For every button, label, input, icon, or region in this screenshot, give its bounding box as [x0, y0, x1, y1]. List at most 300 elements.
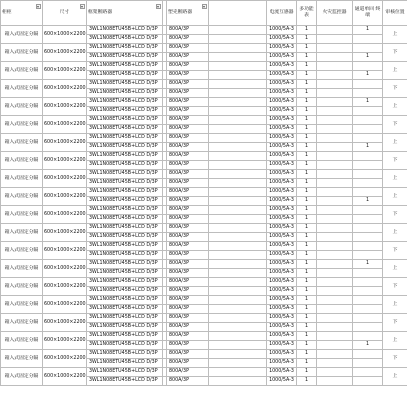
cabinet-type-cell[interactable]: 箱入式固定分隔: [1, 206, 43, 224]
position-cell[interactable]: 上: [383, 98, 407, 116]
mccb-cell[interactable]: 800A/3P: [167, 80, 209, 89]
fire-monitor-cell[interactable]: [317, 71, 353, 80]
fire-monitor-cell[interactable]: [317, 251, 353, 260]
size-cell[interactable]: 600×1000×2200: [43, 44, 87, 62]
meter-cell[interactable]: 1: [297, 233, 317, 242]
fire-monitor-cell[interactable]: [317, 359, 353, 368]
cabinet-type-cell[interactable]: 箱入式固定分隔: [1, 80, 43, 98]
meter-cell[interactable]: 1: [297, 134, 317, 143]
blank-cell[interactable]: [209, 350, 267, 359]
size-cell[interactable]: 600×1000×2200: [43, 260, 87, 278]
mccb-cell[interactable]: 800A/3P: [167, 53, 209, 62]
position-cell[interactable]: 下: [383, 116, 407, 134]
mccb-cell[interactable]: 800A/3P: [167, 296, 209, 305]
size-cell[interactable]: 600×1000×2200: [43, 242, 87, 260]
ct-cell[interactable]: 1000/5A-3: [267, 296, 297, 305]
fire-monitor-cell[interactable]: [317, 125, 353, 134]
breaker-cell[interactable]: 3WL1N08ETU45B+LCD D/3P: [87, 341, 163, 350]
meter-cell[interactable]: 1: [297, 161, 317, 170]
fire-monitor-cell[interactable]: [317, 89, 353, 98]
breaker-cell[interactable]: 3WL1N08ETU45B+LCD D/3P: [87, 287, 163, 296]
mccb-cell[interactable]: 800A/3P: [167, 314, 209, 323]
blank-cell[interactable]: [209, 251, 267, 260]
mccb-cell[interactable]: 800A/3P: [167, 323, 209, 332]
breaker-cell[interactable]: 3WL1N08ETU45B+LCD D/3P: [87, 350, 163, 359]
blank-cell[interactable]: [209, 206, 267, 215]
cabinet-type-cell[interactable]: 箱入式固定分隔: [1, 26, 43, 44]
position-cell[interactable]: 上: [383, 260, 407, 278]
blank-cell[interactable]: [209, 296, 267, 305]
terminal-cell[interactable]: [353, 161, 383, 170]
size-cell[interactable]: 600×1000×2200: [43, 332, 87, 350]
fire-monitor-cell[interactable]: [317, 368, 353, 377]
terminal-cell[interactable]: [353, 206, 383, 215]
ct-cell[interactable]: 1000/5A-3: [267, 107, 297, 116]
blank-cell[interactable]: [209, 359, 267, 368]
fire-monitor-cell[interactable]: [317, 170, 353, 179]
mccb-cell[interactable]: 800A/3P: [167, 341, 209, 350]
blank-cell[interactable]: [209, 152, 267, 161]
cabinet-type-cell[interactable]: 箱入式固定分隔: [1, 350, 43, 368]
filter-dropdown-icon[interactable]: [156, 4, 161, 9]
breaker-cell[interactable]: 3WL1N08ETU45B+LCD D/3P: [87, 296, 163, 305]
ct-cell[interactable]: 1000/5A-3: [267, 143, 297, 152]
terminal-cell[interactable]: [353, 80, 383, 89]
ct-cell[interactable]: 1000/5A-3: [267, 53, 297, 62]
position-cell[interactable]: 上: [383, 368, 407, 386]
fire-monitor-cell[interactable]: [317, 35, 353, 44]
blank-cell[interactable]: [209, 341, 267, 350]
meter-cell[interactable]: 1: [297, 287, 317, 296]
size-cell[interactable]: 600×1000×2200: [43, 350, 87, 368]
breaker-cell[interactable]: 3WL1N08ETU45B+LCD D/3P: [87, 251, 163, 260]
terminal-cell[interactable]: [353, 278, 383, 287]
breaker-cell[interactable]: 3WL1N08ETU45B+LCD D/3P: [87, 71, 163, 80]
mccb-cell[interactable]: 800A/3P: [167, 233, 209, 242]
mccb-cell[interactable]: 800A/3P: [167, 377, 209, 386]
cabinet-type-cell[interactable]: 箱入式固定分隔: [1, 224, 43, 242]
fire-monitor-cell[interactable]: [317, 152, 353, 161]
breaker-cell[interactable]: 3WL1N08ETU45B+LCD D/3P: [87, 188, 163, 197]
terminal-cell[interactable]: [353, 170, 383, 179]
meter-cell[interactable]: 1: [297, 314, 317, 323]
terminal-cell[interactable]: 1: [353, 260, 383, 269]
breaker-cell[interactable]: 3WL1N08ETU45B+LCD D/3P: [87, 179, 163, 188]
meter-cell[interactable]: 1: [297, 242, 317, 251]
blank-cell[interactable]: [209, 188, 267, 197]
ct-cell[interactable]: 1000/5A-3: [267, 224, 297, 233]
fire-monitor-cell[interactable]: [317, 287, 353, 296]
mccb-cell[interactable]: 800A/3P: [167, 71, 209, 80]
fire-monitor-cell[interactable]: [317, 332, 353, 341]
position-cell[interactable]: 下: [383, 44, 407, 62]
terminal-cell[interactable]: [353, 89, 383, 98]
terminal-cell[interactable]: [353, 359, 383, 368]
terminal-cell[interactable]: [353, 368, 383, 377]
ct-cell[interactable]: 1000/5A-3: [267, 71, 297, 80]
meter-cell[interactable]: 1: [297, 215, 317, 224]
blank-cell[interactable]: [209, 314, 267, 323]
ct-cell[interactable]: 1000/5A-3: [267, 377, 297, 386]
meter-cell[interactable]: 1: [297, 53, 317, 62]
terminal-cell[interactable]: 1: [353, 98, 383, 107]
position-cell[interactable]: 上: [383, 188, 407, 206]
cabinet-type-cell[interactable]: 箱入式固定分隔: [1, 242, 43, 260]
breaker-cell[interactable]: 3WL1N08ETU45B+LCD D/3P: [87, 107, 163, 116]
position-cell[interactable]: 下: [383, 242, 407, 260]
blank-cell[interactable]: [209, 62, 267, 71]
size-cell[interactable]: 600×1000×2200: [43, 134, 87, 152]
size-cell[interactable]: 600×1000×2200: [43, 26, 87, 44]
filter-dropdown-icon[interactable]: [80, 4, 85, 9]
blank-cell[interactable]: [209, 161, 267, 170]
meter-cell[interactable]: 1: [297, 170, 317, 179]
breaker-cell[interactable]: 3WL1N08ETU45B+LCD D/3P: [87, 53, 163, 62]
fire-monitor-cell[interactable]: [317, 269, 353, 278]
fire-monitor-cell[interactable]: [317, 350, 353, 359]
breaker-cell[interactable]: 3WL1N08ETU45B+LCD D/3P: [87, 278, 163, 287]
mccb-cell[interactable]: 800A/3P: [167, 44, 209, 53]
blank-cell[interactable]: [209, 260, 267, 269]
filter-dropdown-icon[interactable]: [202, 4, 207, 9]
position-cell[interactable]: 上: [383, 296, 407, 314]
terminal-cell[interactable]: [353, 188, 383, 197]
terminal-cell[interactable]: [353, 305, 383, 314]
breaker-cell[interactable]: 3WL1N08ETU45B+LCD D/3P: [87, 98, 163, 107]
ct-cell[interactable]: 1000/5A-3: [267, 89, 297, 98]
meter-cell[interactable]: 1: [297, 269, 317, 278]
size-cell[interactable]: 600×1000×2200: [43, 80, 87, 98]
mccb-cell[interactable]: 800A/3P: [167, 134, 209, 143]
position-cell[interactable]: 上: [383, 224, 407, 242]
terminal-cell[interactable]: [353, 296, 383, 305]
cabinet-type-cell[interactable]: 箱入式固定分隔: [1, 332, 43, 350]
mccb-cell[interactable]: 800A/3P: [167, 161, 209, 170]
mccb-cell[interactable]: 800A/3P: [167, 125, 209, 134]
ct-cell[interactable]: 1000/5A-3: [267, 44, 297, 53]
size-cell[interactable]: 600×1000×2200: [43, 224, 87, 242]
blank-cell[interactable]: [209, 116, 267, 125]
blank-cell[interactable]: [209, 269, 267, 278]
breaker-cell[interactable]: 3WL1N08ETU45B+LCD D/3P: [87, 170, 163, 179]
breaker-cell[interactable]: 3WL1N08ETU45B+LCD D/3P: [87, 44, 163, 53]
breaker-cell[interactable]: 3WL1N08ETU45B+LCD D/3P: [87, 224, 163, 233]
cabinet-type-cell[interactable]: 箱入式固定分隔: [1, 152, 43, 170]
size-cell[interactable]: 600×1000×2200: [43, 170, 87, 188]
meter-cell[interactable]: 1: [297, 143, 317, 152]
breaker-cell[interactable]: 3WL1N08ETU45B+LCD D/3P: [87, 332, 163, 341]
ct-cell[interactable]: 1000/5A-3: [267, 98, 297, 107]
blank-cell[interactable]: [209, 323, 267, 332]
terminal-cell[interactable]: [353, 215, 383, 224]
breaker-cell[interactable]: 3WL1N08ETU45B+LCD D/3P: [87, 80, 163, 89]
breaker-cell[interactable]: 3WL1N08ETU45B+LCD D/3P: [87, 323, 163, 332]
meter-cell[interactable]: 1: [297, 125, 317, 134]
ct-cell[interactable]: 1000/5A-3: [267, 62, 297, 71]
fire-monitor-cell[interactable]: [317, 197, 353, 206]
breaker-cell[interactable]: 3WL1N08ETU45B+LCD D/3P: [87, 26, 163, 35]
fire-monitor-cell[interactable]: [317, 341, 353, 350]
fire-monitor-cell[interactable]: [317, 314, 353, 323]
meter-cell[interactable]: 1: [297, 368, 317, 377]
mccb-cell[interactable]: 800A/3P: [167, 224, 209, 233]
mccb-cell[interactable]: 800A/3P: [167, 269, 209, 278]
mccb-cell[interactable]: 800A/3P: [167, 98, 209, 107]
blank-cell[interactable]: [209, 233, 267, 242]
position-cell[interactable]: 上: [383, 62, 407, 80]
meter-cell[interactable]: 1: [297, 341, 317, 350]
ct-cell[interactable]: 1000/5A-3: [267, 314, 297, 323]
ct-cell[interactable]: 1000/5A-3: [267, 323, 297, 332]
meter-cell[interactable]: 1: [297, 350, 317, 359]
fire-monitor-cell[interactable]: [317, 242, 353, 251]
meter-cell[interactable]: 1: [297, 71, 317, 80]
ct-cell[interactable]: 1000/5A-3: [267, 35, 297, 44]
ct-cell[interactable]: 1000/5A-3: [267, 170, 297, 179]
cabinet-type-cell[interactable]: 箱入式固定分隔: [1, 170, 43, 188]
mccb-cell[interactable]: 800A/3P: [167, 170, 209, 179]
mccb-cell[interactable]: 800A/3P: [167, 143, 209, 152]
ct-cell[interactable]: 1000/5A-3: [267, 368, 297, 377]
mccb-cell[interactable]: 800A/3P: [167, 350, 209, 359]
mccb-cell[interactable]: 800A/3P: [167, 107, 209, 116]
mccb-cell[interactable]: 800A/3P: [167, 368, 209, 377]
cabinet-type-cell[interactable]: 箱入式固定分隔: [1, 260, 43, 278]
blank-cell[interactable]: [209, 143, 267, 152]
fire-monitor-cell[interactable]: [317, 143, 353, 152]
terminal-cell[interactable]: 1: [353, 71, 383, 80]
fire-monitor-cell[interactable]: [317, 116, 353, 125]
meter-cell[interactable]: 1: [297, 89, 317, 98]
blank-cell[interactable]: [209, 332, 267, 341]
breaker-cell[interactable]: 3WL1N08ETU45B+LCD D/3P: [87, 89, 163, 98]
meter-cell[interactable]: 1: [297, 332, 317, 341]
mccb-cell[interactable]: 800A/3P: [167, 260, 209, 269]
blank-cell[interactable]: [209, 305, 267, 314]
blank-cell[interactable]: [209, 170, 267, 179]
ct-cell[interactable]: 1000/5A-3: [267, 287, 297, 296]
cabinet-type-cell[interactable]: 箱入式固定分隔: [1, 278, 43, 296]
size-cell[interactable]: 600×1000×2200: [43, 296, 87, 314]
mccb-cell[interactable]: 800A/3P: [167, 35, 209, 44]
breaker-cell[interactable]: 3WL1N08ETU45B+LCD D/3P: [87, 377, 163, 386]
size-cell[interactable]: 600×1000×2200: [43, 278, 87, 296]
ct-cell[interactable]: 1000/5A-3: [267, 359, 297, 368]
breaker-cell[interactable]: 3WL1N08ETU45B+LCD D/3P: [87, 215, 163, 224]
blank-cell[interactable]: [209, 377, 267, 386]
terminal-cell[interactable]: [353, 314, 383, 323]
blank-cell[interactable]: [209, 125, 267, 134]
size-cell[interactable]: 600×1000×2200: [43, 62, 87, 80]
terminal-cell[interactable]: [353, 233, 383, 242]
blank-cell[interactable]: [209, 80, 267, 89]
position-cell[interactable]: 下: [383, 350, 407, 368]
position-cell[interactable]: 下: [383, 206, 407, 224]
meter-cell[interactable]: 1: [297, 62, 317, 71]
cabinet-type-cell[interactable]: 箱入式固定分隔: [1, 116, 43, 134]
blank-cell[interactable]: [209, 287, 267, 296]
blank-cell[interactable]: [209, 197, 267, 206]
cabinet-type-cell[interactable]: 箱入式固定分隔: [1, 44, 43, 62]
blank-cell[interactable]: [209, 35, 267, 44]
ct-cell[interactable]: 1000/5A-3: [267, 161, 297, 170]
ct-cell[interactable]: 1000/5A-3: [267, 206, 297, 215]
breaker-cell[interactable]: 3WL1N08ETU45B+LCD D/3P: [87, 359, 163, 368]
fire-monitor-cell[interactable]: [317, 161, 353, 170]
terminal-cell[interactable]: [353, 125, 383, 134]
breaker-cell[interactable]: 3WL1N08ETU45B+LCD D/3P: [87, 125, 163, 134]
meter-cell[interactable]: 1: [297, 359, 317, 368]
terminal-cell[interactable]: [353, 152, 383, 161]
blank-cell[interactable]: [209, 98, 267, 107]
cabinet-type-cell[interactable]: 箱入式固定分隔: [1, 296, 43, 314]
meter-cell[interactable]: 1: [297, 80, 317, 89]
ct-cell[interactable]: 1000/5A-3: [267, 26, 297, 35]
terminal-cell[interactable]: [353, 107, 383, 116]
mccb-cell[interactable]: 800A/3P: [167, 197, 209, 206]
size-cell[interactable]: 600×1000×2200: [43, 98, 87, 116]
filter-dropdown-icon[interactable]: [36, 4, 41, 9]
mccb-cell[interactable]: 800A/3P: [167, 305, 209, 314]
terminal-cell[interactable]: [353, 287, 383, 296]
blank-cell[interactable]: [209, 107, 267, 116]
breaker-cell[interactable]: 3WL1N08ETU45B+LCD D/3P: [87, 62, 163, 71]
blank-cell[interactable]: [209, 89, 267, 98]
terminal-cell[interactable]: [353, 134, 383, 143]
breaker-cell[interactable]: 3WL1N08ETU45B+LCD D/3P: [87, 197, 163, 206]
terminal-cell[interactable]: [353, 62, 383, 71]
fire-monitor-cell[interactable]: [317, 107, 353, 116]
breaker-cell[interactable]: 3WL1N08ETU45B+LCD D/3P: [87, 161, 163, 170]
fire-monitor-cell[interactable]: [317, 224, 353, 233]
fire-monitor-cell[interactable]: [317, 179, 353, 188]
terminal-cell[interactable]: 1: [353, 197, 383, 206]
meter-cell[interactable]: 1: [297, 224, 317, 233]
terminal-cell[interactable]: [353, 377, 383, 386]
terminal-cell[interactable]: 1: [353, 341, 383, 350]
ct-cell[interactable]: 1000/5A-3: [267, 125, 297, 134]
meter-cell[interactable]: 1: [297, 179, 317, 188]
cabinet-type-cell[interactable]: 箱入式固定分隔: [1, 188, 43, 206]
breaker-cell[interactable]: 3WL1N08ETU45B+LCD D/3P: [87, 143, 163, 152]
mccb-cell[interactable]: 800A/3P: [167, 188, 209, 197]
position-cell[interactable]: 上: [383, 134, 407, 152]
blank-cell[interactable]: [209, 179, 267, 188]
mccb-cell[interactable]: 800A/3P: [167, 359, 209, 368]
breaker-cell[interactable]: 3WL1N08ETU45B+LCD D/3P: [87, 305, 163, 314]
terminal-cell[interactable]: 1: [353, 143, 383, 152]
fire-monitor-cell[interactable]: [317, 377, 353, 386]
mccb-cell[interactable]: 800A/3P: [167, 242, 209, 251]
meter-cell[interactable]: 1: [297, 278, 317, 287]
terminal-cell[interactable]: [353, 269, 383, 278]
terminal-cell[interactable]: [353, 323, 383, 332]
breaker-cell[interactable]: 3WL1N08ETU45B+LCD D/3P: [87, 35, 163, 44]
meter-cell[interactable]: 1: [297, 152, 317, 161]
size-cell[interactable]: 600×1000×2200: [43, 188, 87, 206]
mccb-cell[interactable]: 800A/3P: [167, 206, 209, 215]
terminal-cell[interactable]: [353, 35, 383, 44]
cabinet-type-cell[interactable]: 箱入式固定分隔: [1, 368, 43, 386]
position-cell[interactable]: 下: [383, 314, 407, 332]
breaker-cell[interactable]: 3WL1N08ETU45B+LCD D/3P: [87, 134, 163, 143]
meter-cell[interactable]: 1: [297, 116, 317, 125]
breaker-cell[interactable]: 3WL1N08ETU45B+LCD D/3P: [87, 269, 163, 278]
fire-monitor-cell[interactable]: [317, 296, 353, 305]
ct-cell[interactable]: 1000/5A-3: [267, 251, 297, 260]
meter-cell[interactable]: 1: [297, 98, 317, 107]
mccb-cell[interactable]: 800A/3P: [167, 215, 209, 224]
mccb-cell[interactable]: 800A/3P: [167, 26, 209, 35]
fire-monitor-cell[interactable]: [317, 26, 353, 35]
ct-cell[interactable]: 1000/5A-3: [267, 260, 297, 269]
blank-cell[interactable]: [209, 71, 267, 80]
ct-cell[interactable]: 1000/5A-3: [267, 278, 297, 287]
terminal-cell[interactable]: [353, 332, 383, 341]
blank-cell[interactable]: [209, 278, 267, 287]
cabinet-type-cell[interactable]: 箱入式固定分隔: [1, 314, 43, 332]
position-cell[interactable]: 下: [383, 278, 407, 296]
ct-cell[interactable]: 1000/5A-3: [267, 197, 297, 206]
blank-cell[interactable]: [209, 224, 267, 233]
fire-monitor-cell[interactable]: [317, 323, 353, 332]
mccb-cell[interactable]: 800A/3P: [167, 152, 209, 161]
breaker-cell[interactable]: 3WL1N08ETU45B+LCD D/3P: [87, 260, 163, 269]
ct-cell[interactable]: 1000/5A-3: [267, 179, 297, 188]
fire-monitor-cell[interactable]: [317, 98, 353, 107]
ct-cell[interactable]: 1000/5A-3: [267, 332, 297, 341]
ct-cell[interactable]: 1000/5A-3: [267, 152, 297, 161]
breaker-cell[interactable]: 3WL1N08ETU45B+LCD D/3P: [87, 116, 163, 125]
blank-cell[interactable]: [209, 368, 267, 377]
meter-cell[interactable]: 1: [297, 107, 317, 116]
mccb-cell[interactable]: 800A/3P: [167, 62, 209, 71]
terminal-cell[interactable]: [353, 44, 383, 53]
meter-cell[interactable]: 1: [297, 188, 317, 197]
meter-cell[interactable]: 1: [297, 26, 317, 35]
mccb-cell[interactable]: 800A/3P: [167, 332, 209, 341]
meter-cell[interactable]: 1: [297, 35, 317, 44]
fire-monitor-cell[interactable]: [317, 278, 353, 287]
ct-cell[interactable]: 1000/5A-3: [267, 134, 297, 143]
meter-cell[interactable]: 1: [297, 296, 317, 305]
terminal-cell[interactable]: [353, 224, 383, 233]
size-cell[interactable]: 600×1000×2200: [43, 116, 87, 134]
position-cell[interactable]: 下: [383, 80, 407, 98]
terminal-cell[interactable]: [353, 251, 383, 260]
ct-cell[interactable]: 1000/5A-3: [267, 80, 297, 89]
terminal-cell[interactable]: [353, 179, 383, 188]
cabinet-type-cell[interactable]: 箱入式固定分隔: [1, 98, 43, 116]
breaker-cell[interactable]: 3WL1N08ETU45B+LCD D/3P: [87, 206, 163, 215]
fire-monitor-cell[interactable]: [317, 134, 353, 143]
meter-cell[interactable]: 1: [297, 197, 317, 206]
ct-cell[interactable]: 1000/5A-3: [267, 305, 297, 314]
meter-cell[interactable]: 1: [297, 260, 317, 269]
size-cell[interactable]: 600×1000×2200: [43, 368, 87, 386]
fire-monitor-cell[interactable]: [317, 206, 353, 215]
blank-cell[interactable]: [209, 215, 267, 224]
breaker-cell[interactable]: 3WL1N08ETU45B+LCD D/3P: [87, 368, 163, 377]
size-cell[interactable]: 600×1000×2200: [43, 206, 87, 224]
breaker-cell[interactable]: 3WL1N08ETU45B+LCD D/3P: [87, 152, 163, 161]
mccb-cell[interactable]: 800A/3P: [167, 179, 209, 188]
fire-monitor-cell[interactable]: [317, 215, 353, 224]
ct-cell[interactable]: 1000/5A-3: [267, 341, 297, 350]
size-cell[interactable]: 600×1000×2200: [43, 314, 87, 332]
meter-cell[interactable]: 1: [297, 323, 317, 332]
ct-cell[interactable]: 1000/5A-3: [267, 242, 297, 251]
